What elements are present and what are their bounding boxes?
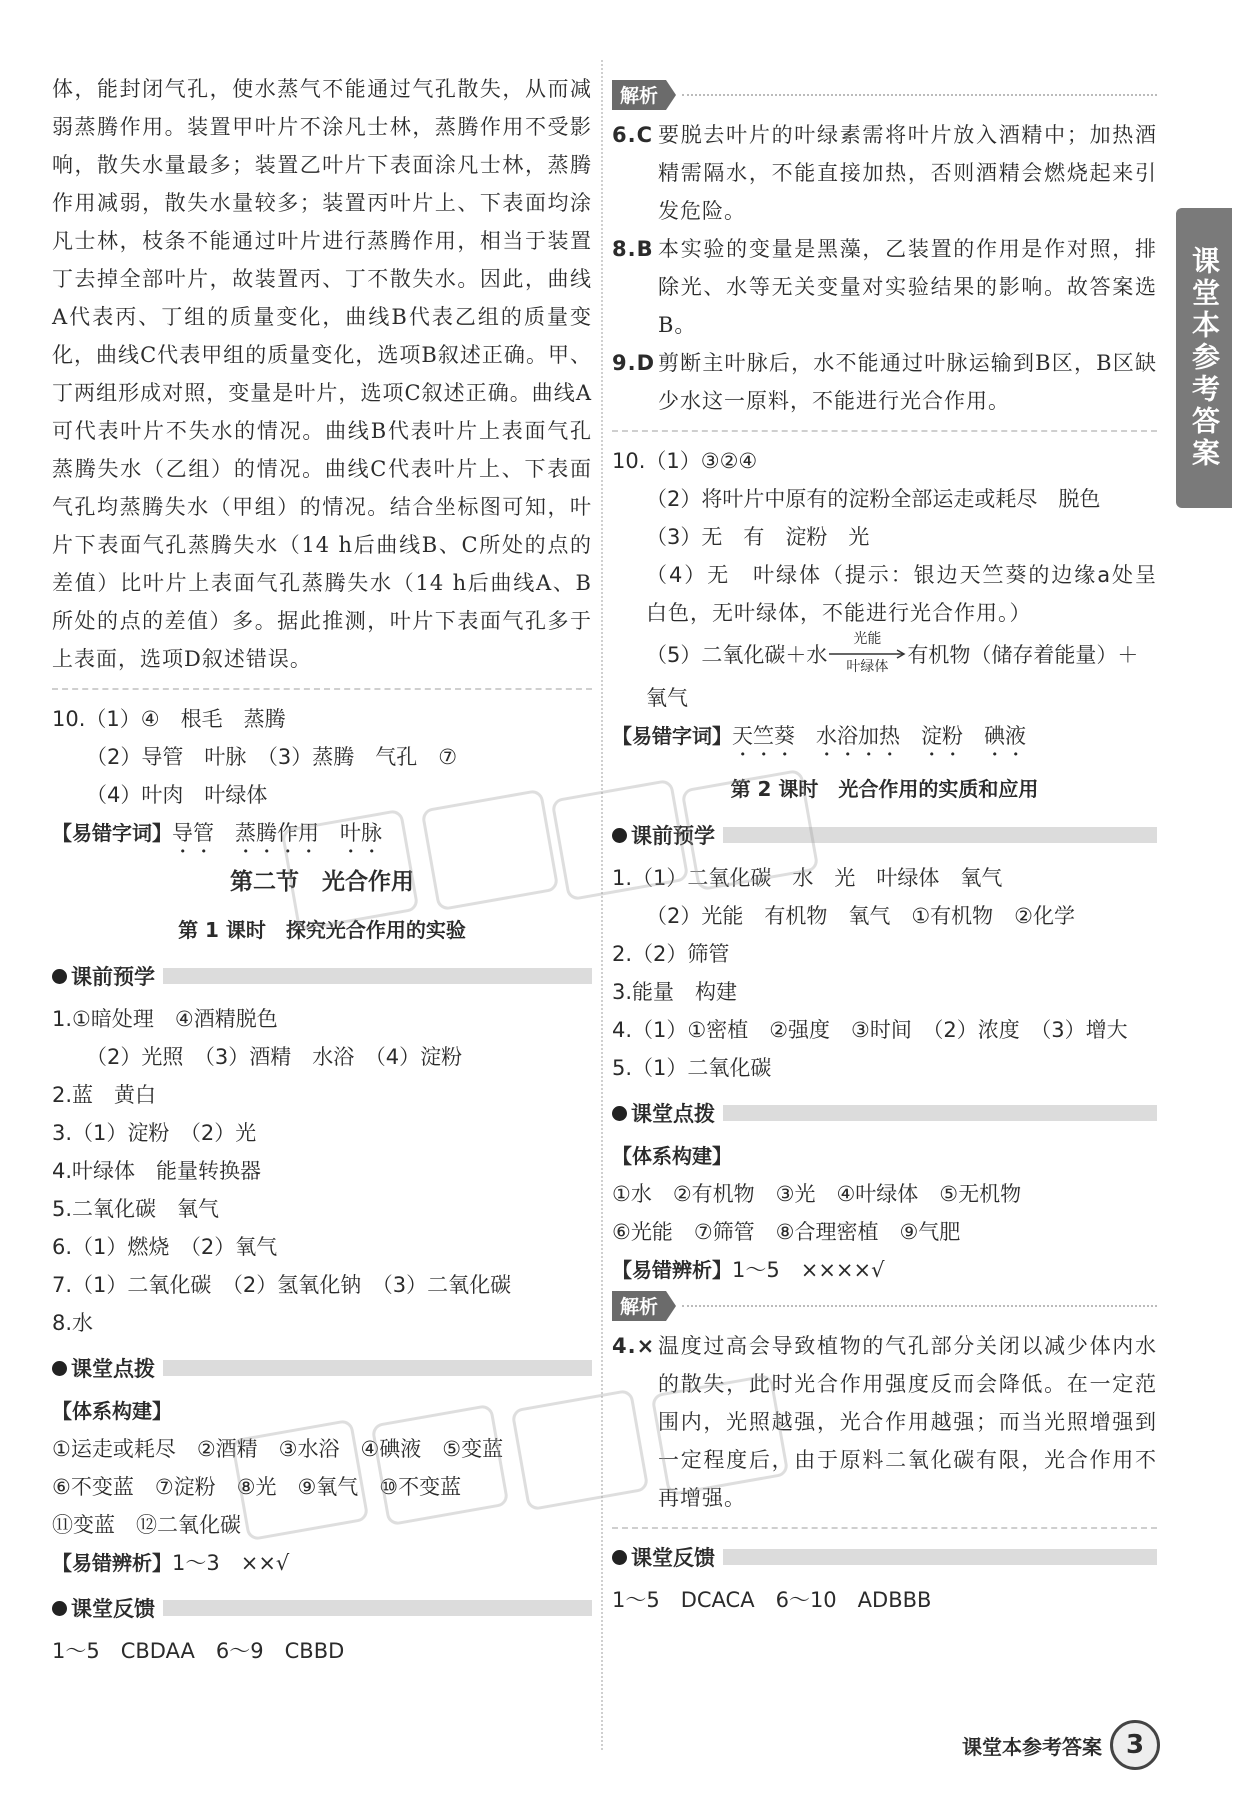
q4-number: 4.× [612,1334,656,1358]
dashed-separator [52,688,592,690]
preview-line: 2.（2）筛管 [612,942,730,966]
bullet-icon [612,1106,627,1121]
system-build-line: ⑥不变蓝 ⑦淀粉 ⑧光 ⑨氧气 ⑩不变蓝 [52,1475,462,1499]
lesson-2-title: 第 2 课时 光合作用的实质和应用 [730,777,1039,801]
preview-line: 1.（1）二氧化碳 水 光 叶绿体 氧气 [612,866,1003,890]
error-prone-words [612,717,1157,761]
preview-line: 5.（1）二氧化碳 [612,1056,772,1080]
bullet-icon [612,828,627,843]
error-word: 淀粉 [921,724,963,748]
heading-bar [163,968,592,984]
error-analysis-label: 【易错辨析】 [52,1551,172,1575]
preview-line: 8.水 [52,1311,94,1335]
q8-text: 本实验的变量是黑藻，乙装置的作用是作对照，排除光、水等无关变量对实验结果的影响。故答案选B。 [658,237,1157,337]
system-build-line: ①运走或耗尽 ②酒精 ③水浴 ④碘液 ⑤变蓝 [52,1437,504,1461]
preview-line: 4.（1）①密植 ②强度 ③时间 （2）浓度 （3）增大 [612,1018,1128,1042]
error-word: 水浴加热 [816,724,900,748]
answer-10-line-5 [612,631,1157,675]
q6-text: 要脱去叶片的叶绿素需将叶片放入酒精中；加热酒精需隔水，不能直接加热，否则酒精会燃烧起来引发危险。 [658,123,1157,223]
error-analysis-value: 1～3 ××√ [172,1551,290,1575]
q6-number: 6.C [612,123,654,147]
error-word: 蒸腾作用 [235,821,319,845]
preview-line: 6.（1）燃烧 （2）氧气 [52,1235,278,1259]
dashed-separator [612,430,1157,432]
bullet-icon [52,969,67,984]
q4-text: 温度过高会导致植物的气孔部分关闭以减少体内水的散失，此时光合作用强度反而会降低。在一定范围内，光照越强，光合作用越强；而当光照增强到一定程度后，由于原料二氧化碳有限，光合作用不再增强。 [658,1334,1157,1510]
system-build-label: 【体系构建】 [52,1399,172,1423]
tag-arrow-icon [666,1291,676,1321]
error-word: 叶脉 [340,821,382,845]
heading-bar [163,1360,592,1376]
analysis-tag [612,80,1157,110]
answer-10-line-1: 10.（1）③②④ [612,449,758,473]
analysis-tag-label: 解析 [612,1291,666,1321]
dotted-rule [682,94,1157,96]
preview-heading [612,817,1157,853]
answer-10-line-6: 氧气 [646,686,688,710]
preview-line: 2.蓝 黄白 [52,1083,157,1107]
heading-bar [723,1549,1157,1565]
arrow-condition-top: 光能 [853,631,882,647]
arrow-icon [827,649,907,659]
preview-heading-label: 课前预学 [631,824,715,848]
preview-line: （2）光能 有机物 氧气 ①有机物 ②化学 [646,904,1076,928]
preview-line: 4.叶绿体 能量转换器 [52,1159,262,1183]
answer-10-line-3: （4）叶肉 叶绿体 [86,783,268,807]
preview-heading [52,958,592,994]
guidance-heading [52,1350,592,1386]
feedback-heading-label: 课堂反馈 [71,1597,155,1621]
error-analysis-value: 1～5 ××××√ [732,1258,885,1282]
section-title: 第二节 光合作用 [230,869,414,895]
preview-line: （2）光照 （3）酒精 水浴 （4）淀粉 [86,1045,463,1069]
error-analysis-label: 【易错辨析】 [612,1258,732,1282]
analysis-q8 [612,230,1157,344]
page-number: 3 [1110,1720,1160,1770]
dashed-separator [612,1527,1157,1529]
q9-text: 剪断主叶脉后，水不能通过叶脉运输到B区，B区缺少水这一原料，不能进行光合作用。 [658,351,1157,413]
preview-line: 1.①暗处理 ④酒精脱色 [52,1007,278,1031]
bullet-icon [612,1550,627,1565]
bullet-icon [52,1361,67,1376]
analysis-tag [612,1291,1157,1321]
heading-bar [723,1105,1157,1121]
feedback-heading [612,1539,1157,1575]
preview-line: 5.二氧化碳 氧气 [52,1197,220,1221]
answer-10-line-4: （4）无 叶绿体（提示：银边天竺葵的边缘a处呈白色，无叶绿体，不能进行光合作用。） [646,563,1157,625]
analysis-q6 [612,116,1157,230]
tag-arrow-icon [666,80,676,110]
side-tab: 课堂本参考答案 [1176,208,1232,508]
preview-heading-label: 课前预学 [71,965,155,989]
error-word: 导管 [172,821,214,845]
q8-number: 8.B [612,237,654,261]
answer-10-line-3: （3）无 有 淀粉 光 [646,525,870,549]
q9-number: 9.D [612,351,656,375]
error-prone-words [52,814,592,858]
preview-line: 3.能量 构建 [612,980,738,1004]
feedback-heading [52,1590,592,1626]
error-prone-words-label: 【易错字词】 [612,724,732,748]
lesson-1-title: 第 1 课时 探究光合作用的实验 [178,918,466,942]
footer-text: 课堂本参考答案 [962,1734,1102,1759]
equation-reactants: （5）二氧化碳＋水 [646,643,828,667]
error-word: 天竺葵 [732,724,795,748]
guidance-heading-label: 课堂点拨 [631,1102,715,1126]
guidance-heading-label: 课堂点拨 [71,1357,155,1381]
system-build-label: 【体系构建】 [612,1144,732,1168]
feedback-answers: 1～5 DCACA 6～10 ADBBB [612,1588,932,1612]
column-divider [601,60,603,1750]
analysis-tag-label: 解析 [612,80,666,110]
feedback-answers: 1～5 CBDAA 6～9 CBBD [52,1639,345,1663]
error-analysis [612,1251,1157,1289]
equation-products: 有机物（储存着能量）＋ [907,643,1139,667]
error-analysis [52,1544,592,1582]
error-word: 碘液 [984,724,1026,748]
preview-line: 3.（1）淀粉 （2）光 [52,1121,257,1145]
system-build-line: ⑥光能 ⑦筛管 ⑧合理密植 ⑨气肥 [612,1220,961,1244]
right-column [612,78,1157,1619]
page-footer [962,1720,1160,1770]
feedback-heading-label: 课堂反馈 [631,1546,715,1570]
bullet-icon [52,1601,67,1616]
error-prone-words-label: 【易错字词】 [52,821,172,845]
answer-10-line-1: 10.（1）④ 根毛 蒸腾 [52,707,286,731]
dotted-rule [682,1305,1157,1307]
arrow-condition-bottom: 叶绿体 [846,659,889,675]
reaction-arrow [827,631,907,675]
answer-10-line-2: （2）将叶片中原有的淀粉全部运走或耗尽 脱色 [646,487,1101,511]
analysis-paragraph: 体，能封闭气孔，使水蒸气不能通过气孔散失，从而减弱蒸腾作用。装置甲叶片不涂凡士林，蒸腾作用不受影响，散失水量最多；装置乙叶片下表面涂凡士林，蒸腾作用减弱，散失水量较多；装置丙叶片上、下表面均涂凡士林，枝条不能通过叶片进行蒸腾作用，相当于装置丁去掉全部叶片，故装置丙、丁不散失水。因此，曲线A代表丙、丁组的质量变化，曲线B代表乙组的质量变化，曲线C代表甲组的质量变化，选项B叙述正确。甲、丁两组形成对照，变量是叶片，选项C叙述正确。曲线A可代表叶片不失水的情况。曲线B代表叶片上表面气孔蒸腾失水（乙组）的情况。曲线C代表叶片上、下表面气孔均蒸腾失水（甲组）的情况。结合坐标图可知，叶片下表面气孔蒸腾失水（14 h后曲线B、C所处的点的差值）比叶片上表面气孔蒸腾失水（14 h后曲线A、B所处的点的差值）多。据此推测，叶片下表面气孔多于上表面，选项D叙述错误。 [52,77,592,671]
answer-10-line-2: （2）导管 叶脉 （3）蒸腾 气孔 ⑦ [86,745,458,769]
analysis-q4 [612,1327,1157,1517]
analysis-q9 [612,344,1157,420]
heading-bar [163,1600,592,1616]
system-build-line: ⑪变蓝 ⑫二氧化碳 [52,1513,241,1537]
preview-line: 7.（1）二氧化碳 （2）氢氧化钠 （3）二氧化碳 [52,1273,512,1297]
left-column [52,70,592,1670]
heading-bar [723,827,1157,843]
guidance-heading [612,1095,1157,1131]
system-build-line: ①水 ②有机物 ③光 ④叶绿体 ⑤无机物 [612,1182,1022,1206]
